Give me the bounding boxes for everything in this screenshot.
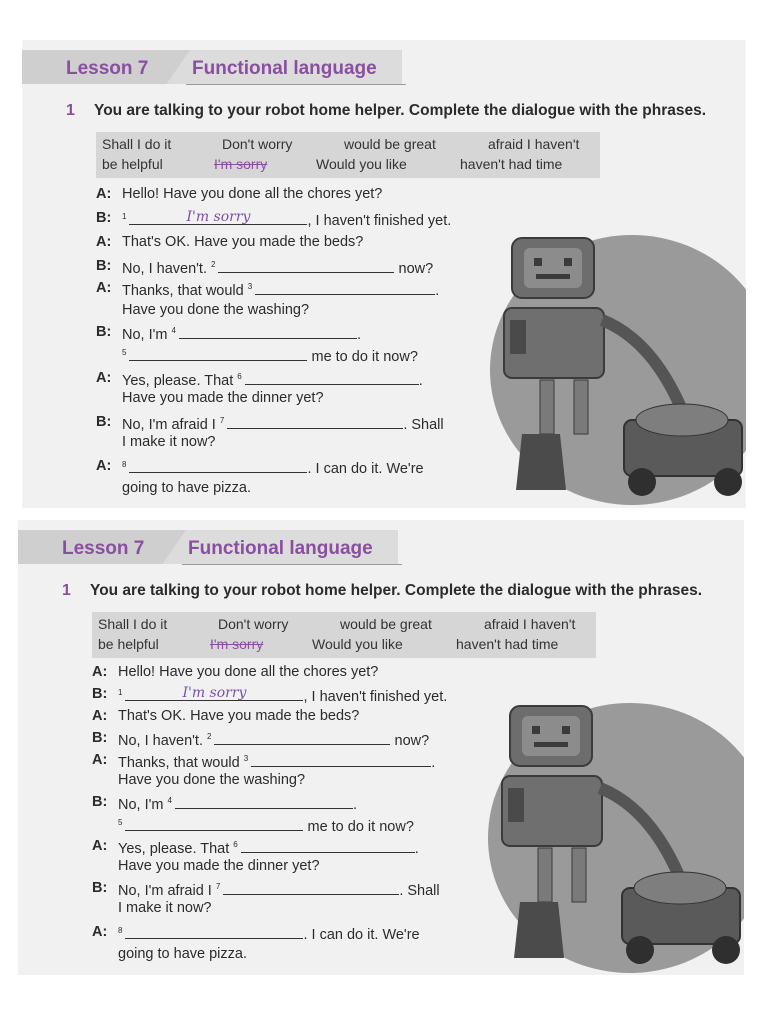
speaker-label: B: — [92, 730, 108, 746]
dialogue-line: $^8$ . I can do it. We're — [122, 458, 424, 477]
dialogue-line: Have you made the dinner yet? — [122, 390, 324, 406]
header-rule — [186, 84, 406, 85]
dialogue-line: No, I'm $^4$ . — [118, 794, 357, 813]
phrase: Don't worry — [218, 616, 289, 632]
exercise-number: 1 — [62, 582, 71, 599]
blank-number: 3 — [243, 754, 249, 764]
robot-lawnmower-icon — [480, 688, 744, 975]
speaker-label: A: — [96, 234, 112, 250]
answer-blank[interactable] — [125, 816, 303, 831]
dialogue-line: Yes, please. That $^6$ . — [118, 838, 419, 857]
dialogue-line: Hello! Have you done all the chores yet? — [118, 664, 379, 680]
answer-blank[interactable] — [227, 414, 403, 429]
answer-blank[interactable] — [218, 258, 394, 273]
dialogue-line: $^1$ I'm sorry , I haven't finished yet. — [122, 209, 452, 229]
dialogue-line: $^8$ . I can do it. We're — [118, 924, 420, 943]
dialogue-line: going to have pizza. — [118, 946, 247, 962]
answer-blank[interactable] — [223, 880, 399, 895]
speaker-label: A: — [92, 838, 108, 854]
phrase: Don't worry — [222, 136, 293, 152]
blank-number: 1 — [118, 688, 123, 698]
blank-number: 1 — [122, 212, 127, 222]
blank-number: 4 — [167, 796, 172, 806]
phrase: would be great — [340, 616, 432, 632]
dialogue-line: No, I'm $^4$ . — [122, 324, 361, 343]
speaker-label: A: — [92, 752, 108, 768]
header-rule — [182, 564, 402, 565]
answer-blank[interactable] — [129, 210, 307, 225]
answer-blank[interactable] — [129, 458, 307, 473]
exercise-instruction: You are talking to your robot home helper. Complete the dialogue with the phrases. — [90, 582, 703, 599]
dialogue-line: $^5$ me to do it now? — [118, 816, 414, 835]
speaker-label: B: — [96, 210, 112, 226]
answer-blank[interactable] — [241, 838, 415, 853]
phrase: haven't had time — [460, 156, 563, 172]
speaker-label: B: — [96, 258, 112, 274]
blank-number: 6 — [233, 840, 238, 850]
answer-blank[interactable] — [245, 370, 419, 385]
robot-lawnmower-icon — [482, 220, 746, 508]
dialogue-line: That's OK. Have you made the beds? — [122, 234, 364, 250]
answer-blank[interactable] — [129, 346, 307, 361]
phrase: Shall I do it — [98, 616, 168, 632]
speaker-label: B: — [92, 880, 108, 896]
blank-number: 2 — [211, 260, 216, 270]
blank-number: 5 — [118, 818, 123, 828]
handwritten-answer: I'm sorry — [182, 685, 247, 701]
answer-blank[interactable] — [214, 730, 390, 745]
phrase: would be great — [344, 136, 436, 152]
phrase: be helpful — [98, 636, 159, 652]
blank-number: 6 — [237, 372, 242, 382]
exercise-instruction: You are talking to your robot home helper. Complete the dialogue with the phrases. — [94, 102, 707, 119]
blank-number: 2 — [207, 732, 212, 742]
phrase: be helpful — [102, 156, 163, 172]
blank-number: 7 — [219, 416, 225, 426]
phrase-box — [92, 612, 596, 658]
phrase: Shall I do it — [102, 136, 172, 152]
dialogue-line: going to have pizza. — [122, 480, 251, 496]
answer-blank[interactable] — [125, 686, 303, 701]
dialogue-line: I make it now? — [122, 434, 216, 450]
lesson-label: Lesson 7 — [62, 538, 145, 559]
phrase: afraid I haven't — [488, 136, 580, 152]
dialogue-line: No, I haven't. $^2$ now? — [122, 258, 433, 277]
phrase: Would you like — [316, 156, 407, 172]
speaker-label: A: — [92, 708, 108, 724]
speaker-label: A: — [96, 458, 112, 474]
answer-blank[interactable] — [175, 794, 353, 809]
speaker-label: A: — [92, 924, 108, 940]
blank-number: 8 — [122, 460, 127, 470]
dialogue-line: Thanks, that would $^3$ . — [122, 280, 439, 299]
handwritten-answer: I'm sorry — [186, 209, 251, 225]
phrase-used: I'm sorry — [210, 636, 264, 652]
section-title: Functional language — [192, 58, 377, 79]
dialogue-line: No, I'm afraid I $^7$ . Shall — [122, 414, 444, 433]
dialogue-line: $^1$ I'm sorry , I haven't finished yet. — [118, 685, 448, 705]
answer-blank[interactable] — [255, 280, 435, 295]
dialogue-line: Have you done the washing? — [118, 772, 306, 788]
phrase: afraid I haven't — [484, 616, 576, 632]
speaker-label: B: — [96, 414, 112, 430]
dialogue-line: That's OK. Have you made the beds? — [118, 708, 360, 724]
dialogue-line: Hello! Have you done all the chores yet? — [122, 186, 383, 202]
exercise-number: 1 — [66, 102, 75, 119]
worksheet-page-top — [22, 40, 746, 508]
answer-blank[interactable] — [125, 924, 303, 939]
phrase: haven't had time — [456, 636, 559, 652]
section-title: Functional language — [188, 538, 373, 559]
speaker-label: A: — [92, 664, 108, 680]
blank-number: 4 — [171, 326, 176, 336]
phrase-box — [96, 132, 600, 178]
blank-number: 3 — [247, 282, 253, 292]
speaker-label: B: — [96, 324, 112, 340]
speaker-label: A: — [96, 370, 112, 386]
blank-number: 5 — [122, 348, 127, 358]
dialogue-line: Have you done the washing? — [122, 302, 310, 318]
dialogue-line: Thanks, that would $^3$ . — [118, 752, 435, 771]
dialogue-line: No, I haven't. $^2$ now? — [118, 730, 429, 749]
speaker-label: B: — [92, 794, 108, 810]
worksheet-page-bottom — [18, 520, 744, 975]
dialogue-line: Yes, please. That $^6$ . — [122, 370, 423, 389]
answer-blank[interactable] — [251, 752, 431, 767]
dialogue-line: $^5$ me to do it now? — [122, 346, 418, 365]
dialogue-line: No, I'm afraid I $^7$ . Shall — [118, 880, 440, 899]
blank-number: 8 — [118, 926, 123, 936]
dialogue-line: Have you made the dinner yet? — [118, 858, 320, 874]
speaker-label: A: — [96, 280, 112, 296]
blank-number: 7 — [215, 882, 221, 892]
lesson-label: Lesson 7 — [66, 58, 149, 79]
speaker-label: A: — [96, 186, 112, 202]
answer-blank[interactable] — [179, 324, 357, 339]
speaker-label: B: — [92, 686, 108, 702]
dialogue-line: I make it now? — [118, 900, 212, 916]
phrase: Would you like — [312, 636, 403, 652]
phrase-used: I'm sorry — [214, 156, 268, 172]
